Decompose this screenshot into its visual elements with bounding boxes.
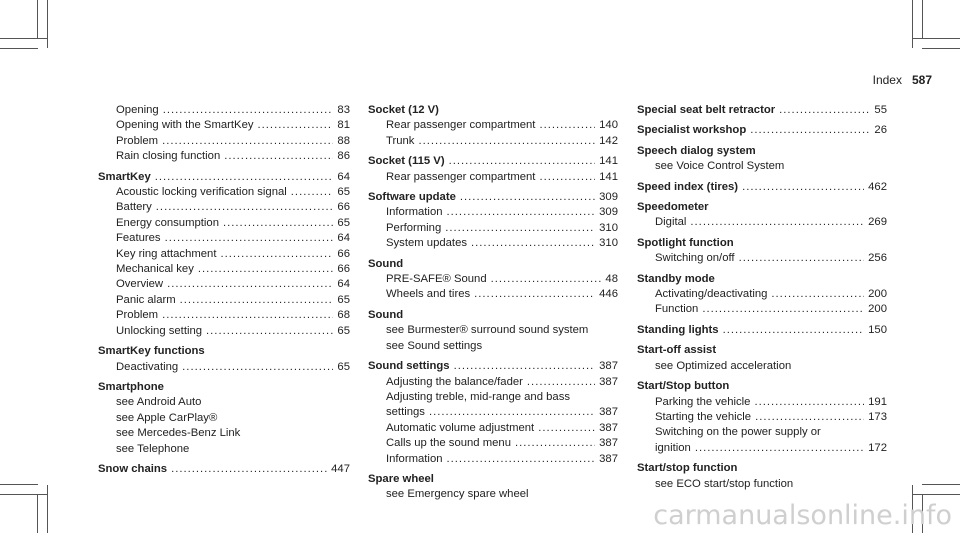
- crop-mark: [0, 484, 38, 485]
- entry-label: Starting the vehicle: [655, 410, 752, 423]
- index-subentry: [368, 375, 618, 390]
- page-reference: 88: [337, 134, 350, 147]
- index-heading: [368, 190, 618, 205]
- entry-label: Smartphone: [98, 380, 164, 393]
- page-reference: 65: [337, 216, 350, 229]
- entry-label: Special seat belt retractor: [637, 104, 776, 116]
- index-heading: [368, 472, 618, 487]
- page-reference: 446: [599, 288, 618, 301]
- index-heading: [98, 380, 350, 395]
- page-reference: 141: [599, 155, 618, 168]
- entry-label: Speedometer: [637, 201, 709, 214]
- index-see-reference: see ECO start/stop function: [655, 477, 794, 490]
- entry-label: Start-off assist: [637, 344, 717, 357]
- dot-leader: [695, 441, 864, 456]
- page-reference: 173: [868, 410, 887, 423]
- index-column-1: [98, 103, 350, 477]
- index-subentry: [368, 118, 618, 133]
- index-heading: [637, 461, 887, 476]
- index-subentry: [98, 308, 350, 323]
- index-subentry: [637, 215, 887, 230]
- page-reference: 310: [599, 237, 618, 250]
- dot-leader: [739, 251, 865, 266]
- index-subentry: [368, 436, 618, 451]
- page-reference: 200: [868, 303, 887, 316]
- dot-leader: [163, 103, 334, 118]
- index-column-3: [637, 103, 887, 492]
- index-subentry: [637, 441, 887, 456]
- page-reference: 68: [337, 309, 350, 322]
- entry-label: Specialist workshop: [637, 124, 747, 137]
- entry-label: Function: [655, 303, 699, 316]
- dot-leader: [162, 308, 333, 323]
- entry-label: Adjusting the balance/fader: [386, 375, 523, 388]
- entry-label: settings: [386, 406, 425, 419]
- crop-mark: [47, 0, 48, 48]
- dot-leader: [538, 421, 595, 436]
- index-subentry: [368, 452, 618, 467]
- entry-label: Mechanical key: [116, 263, 194, 276]
- index-subentry: [637, 287, 887, 302]
- index-see-reference: see Emergency spare wheel: [386, 488, 529, 501]
- entry-label: ignition: [655, 441, 691, 454]
- entry-label: Standby mode: [637, 272, 715, 285]
- dot-leader: [539, 118, 595, 133]
- dot-leader: [702, 302, 864, 317]
- index-subentry: [368, 236, 618, 251]
- dot-leader: [539, 170, 595, 185]
- entry-label: Battery: [116, 201, 152, 214]
- page-reference: 200: [868, 288, 887, 301]
- page-reference: 64: [337, 170, 350, 183]
- entry-label: Acoustic locking verification signal: [116, 186, 287, 199]
- dot-leader: [171, 462, 327, 477]
- page-title: Index: [872, 73, 902, 87]
- index-heading: [368, 154, 618, 169]
- dot-leader: [771, 287, 864, 302]
- page-reference: 66: [337, 263, 350, 276]
- index-subentry: [368, 205, 618, 220]
- dot-leader: [491, 272, 602, 287]
- page-reference: 66: [337, 247, 350, 260]
- crop-mark: [912, 494, 960, 495]
- crop-mark: [0, 38, 48, 39]
- dot-leader: [754, 395, 864, 410]
- dot-leader: [447, 205, 596, 220]
- page-reference: 309: [599, 191, 618, 204]
- entry-label: Digital: [655, 216, 687, 229]
- crop-mark: [912, 38, 960, 39]
- index-subentry: [98, 277, 350, 292]
- entry-label: Speech dialog system: [637, 144, 756, 157]
- crop-mark: [47, 485, 48, 533]
- entry-label: Energy consumption: [116, 216, 219, 229]
- index-heading: [368, 359, 618, 374]
- page-reference: 447: [331, 462, 350, 475]
- index-see-reference: Adjusting treble, mid-range and bass: [386, 390, 570, 403]
- dot-leader: [690, 215, 864, 230]
- dot-leader: [291, 185, 334, 200]
- index-subentry: [98, 118, 350, 133]
- page-reference: 65: [337, 360, 350, 373]
- dot-leader: [162, 134, 333, 149]
- entry-label: Information: [386, 452, 443, 465]
- index-subentry: [368, 221, 618, 236]
- dot-leader: [155, 170, 334, 185]
- entry-label: Wheels and tires: [386, 288, 471, 301]
- entry-label: Parking the vehicle: [655, 395, 751, 408]
- index-subentry: [368, 170, 618, 185]
- entry-label: Standing lights: [637, 323, 719, 336]
- dot-leader: [223, 216, 333, 231]
- entry-label: Calls up the sound menu: [386, 437, 511, 450]
- entry-label: PRE-SAFE® Sound: [386, 273, 487, 286]
- entry-label: Switching on/off: [655, 252, 735, 265]
- index-subentry: [98, 360, 350, 375]
- entry-label: Features: [116, 232, 161, 245]
- index-subentry: [98, 200, 350, 215]
- index-column-2: [368, 103, 618, 503]
- dot-leader: [198, 262, 334, 277]
- index-heading: [368, 257, 618, 272]
- page-reference: 65: [337, 293, 350, 306]
- page-reference: 65: [337, 186, 350, 199]
- page-reference: 172: [868, 441, 887, 454]
- entry-label: Panic alarm: [116, 293, 176, 306]
- entry-label: Deactivating: [116, 360, 179, 373]
- page-reference: 269: [868, 216, 887, 229]
- dot-leader: [182, 360, 333, 375]
- index-heading: [637, 123, 887, 138]
- page-reference: 387: [599, 437, 618, 450]
- index-see-reference: see Optimized acceleration: [655, 359, 792, 372]
- index-subentry: [98, 262, 350, 277]
- page-reference: 256: [868, 252, 887, 265]
- page-reference: 387: [599, 452, 618, 465]
- dot-leader: [206, 324, 333, 339]
- page-reference: 387: [599, 360, 618, 373]
- entry-label: SmartKey functions: [98, 345, 205, 358]
- entry-label: Rain closing function: [116, 150, 221, 163]
- dot-leader: [220, 247, 333, 262]
- index-subentry: [637, 251, 887, 266]
- entry-label: Sound settings: [368, 360, 450, 373]
- page-reference: 141: [599, 170, 618, 183]
- dot-leader: [527, 375, 595, 390]
- page-reference: 387: [599, 375, 618, 388]
- page-reference: 66: [337, 201, 350, 214]
- crop-mark: [922, 48, 960, 49]
- dot-leader: [445, 221, 595, 236]
- index-heading: [637, 200, 887, 215]
- page-reference: 64: [337, 232, 350, 245]
- crop-mark: [912, 0, 913, 48]
- index-see-reference: see Mercedes-Benz Link: [116, 427, 241, 440]
- page-reference: 142: [599, 134, 618, 147]
- index-heading: [368, 308, 618, 323]
- index-see-reference: see Android Auto: [116, 396, 202, 409]
- entry-label: Problem: [116, 309, 159, 322]
- entry-label: Speed index (tires): [637, 180, 739, 193]
- entry-label: Key ring attachment: [116, 247, 217, 260]
- index-see-reference: Switching on the power supply or: [655, 426, 821, 439]
- entry-label: Sound: [368, 257, 404, 270]
- entry-label: Information: [386, 206, 443, 219]
- page-reference: 48: [605, 273, 618, 286]
- entry-label: Software update: [368, 191, 456, 204]
- entry-label: Overview: [116, 278, 164, 291]
- dot-leader: [449, 154, 596, 169]
- entry-label: SmartKey: [98, 170, 151, 183]
- crop-mark: [0, 494, 48, 495]
- crop-mark: [0, 48, 38, 49]
- entry-label: Activating/deactivating: [655, 288, 768, 301]
- dot-leader: [167, 277, 333, 292]
- index-subentry: [368, 272, 618, 287]
- page-reference: 191: [868, 395, 887, 408]
- page-reference: 64: [337, 278, 350, 291]
- entry-label: Trunk: [386, 134, 415, 147]
- index-subentry: [98, 185, 350, 200]
- crop-mark: [37, 0, 38, 38]
- index-see-reference: see Burmester® surround sound system: [386, 324, 589, 337]
- entry-label: System updates: [386, 237, 468, 250]
- dot-leader: [156, 200, 334, 215]
- entry-label: Spare wheel: [368, 472, 434, 485]
- entry-label: Unlocking setting: [116, 324, 203, 337]
- page-reference: 81: [337, 119, 350, 132]
- index-heading: [637, 236, 887, 251]
- index-subentry: [637, 410, 887, 425]
- page-reference: 462: [868, 180, 887, 193]
- index-subentry: [98, 216, 350, 231]
- index-subentry: [98, 231, 350, 246]
- page-number: 587: [911, 73, 932, 87]
- index-subentry: [368, 134, 618, 149]
- entry-label: Spotlight function: [637, 236, 734, 249]
- index-subentry: [98, 247, 350, 262]
- entry-label: Sound: [368, 308, 404, 321]
- crop-mark: [37, 495, 38, 533]
- index-subentry: [98, 103, 350, 118]
- index-heading: [637, 379, 887, 394]
- dot-leader: [474, 287, 595, 302]
- dot-leader: [429, 405, 595, 420]
- index-heading: [98, 170, 350, 185]
- index-heading: [637, 272, 887, 287]
- entry-label: Start/stop function: [637, 462, 738, 475]
- index-see-reference: see Telephone: [116, 442, 190, 455]
- dot-leader: [515, 436, 595, 451]
- dot-leader: [750, 123, 870, 138]
- index-subentry: [368, 287, 618, 302]
- index-subentry: [98, 134, 350, 149]
- entry-label: Performing: [386, 221, 442, 234]
- dot-leader: [454, 359, 596, 374]
- dot-leader: [723, 323, 865, 338]
- index-heading: [98, 344, 350, 359]
- entry-label: Socket (12 V): [368, 104, 439, 116]
- page-reference: 309: [599, 206, 618, 219]
- index-heading: [637, 103, 887, 118]
- page-reference: 387: [599, 421, 618, 434]
- page-reference: 150: [868, 323, 887, 336]
- dot-leader: [742, 180, 864, 195]
- dot-leader: [258, 118, 334, 133]
- index-subentry: [637, 395, 887, 410]
- dot-leader: [165, 231, 334, 246]
- dot-leader: [755, 410, 864, 425]
- index-heading: [98, 462, 350, 477]
- index-see-reference: see Sound settings: [386, 339, 483, 352]
- entry-label: Problem: [116, 134, 159, 147]
- entry-label: Automatic volume adjustment: [386, 421, 535, 434]
- watermark: carmanualsonline.info: [653, 500, 952, 531]
- index-heading: [637, 343, 887, 358]
- page-reference: 83: [337, 104, 350, 116]
- dot-leader: [418, 134, 595, 149]
- entry-label: Opening with the SmartKey: [116, 119, 254, 132]
- dot-leader: [779, 103, 870, 118]
- crop-mark: [922, 0, 923, 38]
- entry-label: Snow chains: [98, 462, 168, 475]
- page-header: [873, 73, 932, 87]
- page-reference: 86: [337, 150, 350, 163]
- dot-leader: [224, 149, 333, 164]
- index-heading: [637, 144, 887, 159]
- index-subentry: [98, 324, 350, 339]
- index-subentry: [98, 149, 350, 164]
- crop-mark: [922, 484, 960, 485]
- page-reference: 26: [874, 124, 887, 137]
- index-subentry: [98, 293, 350, 308]
- entry-label: Rear passenger compartment: [386, 170, 536, 183]
- index-heading: [637, 180, 887, 195]
- dot-leader: [180, 293, 334, 308]
- index-see-reference: see Apple CarPlay®: [116, 411, 218, 424]
- dot-leader: [460, 190, 595, 205]
- index-subentry: [368, 405, 618, 420]
- entry-label: Socket (115 V): [368, 155, 445, 168]
- page-reference: 140: [599, 119, 618, 132]
- page-reference: 55: [874, 104, 887, 116]
- index-see-reference: see Voice Control System: [655, 160, 785, 173]
- index-subentry: [637, 302, 887, 317]
- entry-label: Start/Stop button: [637, 380, 730, 393]
- index-heading: [368, 103, 618, 118]
- page-reference: 310: [599, 221, 618, 234]
- dot-leader: [471, 236, 595, 251]
- entry-label: Rear passenger compartment: [386, 119, 536, 132]
- index-heading: [637, 323, 887, 338]
- entry-label: Opening: [116, 104, 159, 116]
- dot-leader: [447, 452, 596, 467]
- page-reference: 387: [599, 406, 618, 419]
- page-reference: 65: [337, 324, 350, 337]
- index-subentry: [368, 421, 618, 436]
